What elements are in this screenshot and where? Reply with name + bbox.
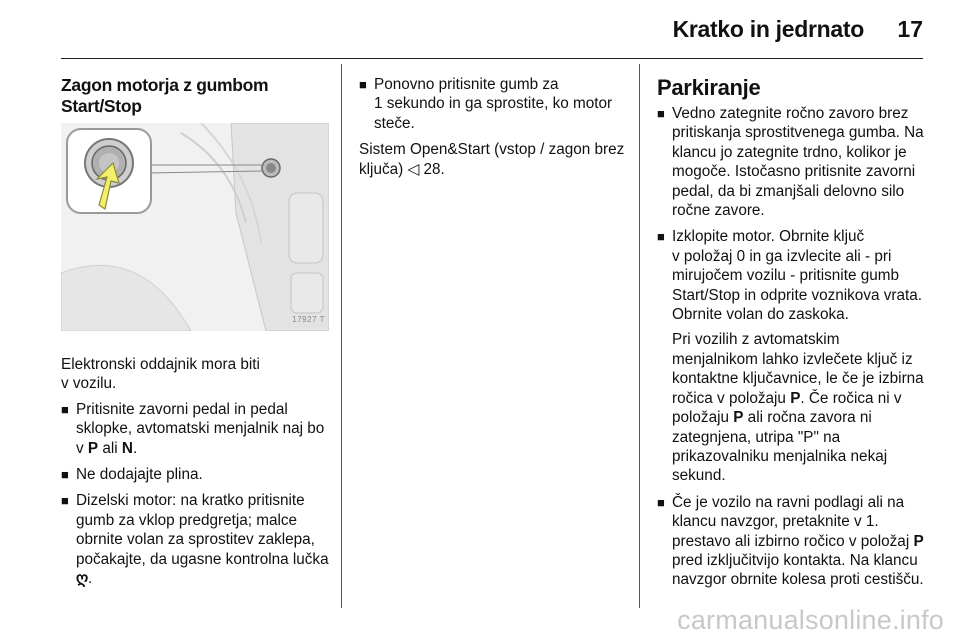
- bullet-icon: ■: [61, 493, 69, 509]
- column-2: [359, 75, 631, 185]
- section-heading-start-stop: Zagon motorja z gumbom Start/Stop: [61, 75, 269, 116]
- preheat-indicator-icon: ღ: [76, 570, 89, 588]
- start-steps-list-continued: [359, 75, 631, 133]
- bullet-icon: ■: [61, 467, 69, 483]
- column-3: [657, 75, 925, 597]
- watermark: carmanualsonline.info: [677, 605, 944, 635]
- dashboard-illustration: [61, 123, 329, 331]
- automatic-transmission-note: Pri vozilih z avtomatskim menjalnikom lahko izvlečete ključ iz kontaktne ključavnice, le če je izbirna ročica v položaju P. Če ročica ni v položaju P ali ročna zavora ni zategnjena, utripa "P" na prikazovalniku menjalnika nekaj sekund.: [672, 331, 924, 485]
- header-rule: [61, 58, 923, 59]
- column-divider-2: [639, 64, 640, 608]
- page-reference-link[interactable]: 28.: [423, 160, 445, 178]
- page-number: 17: [897, 16, 923, 42]
- bullet-icon: ■: [359, 77, 367, 92]
- open-start-reference: Sistem Open&Start (vstop / zagon brez ključa) ◁ 28.: [359, 141, 625, 178]
- list-item: ■ Če je vozilo na ravni podlagi ali na klancu navzgor, pretaknite v 1. prestavo ali izbirno ročico v položaj P pred izključitvijo kontakta. Na klancu navzgor obrnite kolesa proti cestišču.: [657, 493, 924, 589]
- section-heading-parking: Parkiranje: [657, 75, 761, 100]
- parking-steps-list: [657, 104, 925, 590]
- column-divider-1: [341, 64, 342, 608]
- bullet-icon: ■: [657, 106, 665, 121]
- column-1: [61, 75, 331, 595]
- bullet-icon: ■: [61, 401, 69, 417]
- list-item: ■ Dizelski motor: na kratko pritisnite gumb za vklop predgretja; malce obrnite volan za sprostitev zaklepa, počakajte, da ugasne kontrolna lučka ღ.: [61, 492, 329, 588]
- list-item: ■ Vedno zategnite ročno zavoro brez pritiskanja sprostitvenega gumba. Na klancu jo zategnite trdno, kolikor je mogoče. Istočasno pritisnite zavorni pedal, da bi zmanjšali delovno silo ročne zavore.: [657, 105, 924, 220]
- list-item: ■ Izklopite motor. Obrnite ključ v položaj 0 in ga izvlecite ali - pri mirujočem vozilu - pritisnite gumb Start/Stop in odprite voznikova vrata. Obrnite volan do zaskoka. Pri vozilih z avtomatskim menjalnikom lahko izvlečete ključ iz kontaktne ključavnice, le če je izbirna ročica v položaju P. Če ročica ni v položaju P ali ročna zavora ni zategnjena, utripa "P" na prikazovalniku menjalnika nekaj sekund.: [657, 228, 924, 485]
- bullet-icon: ■: [657, 494, 665, 510]
- page-reference-arrow-icon: ◁: [407, 160, 420, 178]
- figure-code: 17927 T: [292, 314, 325, 324]
- start-stop-button-illustration: [61, 123, 329, 331]
- bullet-icon: ■: [657, 229, 665, 245]
- header-title: Kratko in jedrnato: [672, 16, 864, 42]
- start-steps-list: [61, 400, 331, 589]
- list-item: ■ Pritisnite zavorni pedal in pedal sklopke, avtomatski menjalnik naj bo v P ali N.: [61, 400, 325, 457]
- list-item: ■ Ne dodajajte plina.: [61, 466, 203, 484]
- intro-paragraph: Elektronski oddajnik mora biti v vozilu.: [61, 356, 260, 393]
- list-item: ■ Ponovno pritisnite gumb za 1 sekundo in ga sprostite, ko motor steče.: [359, 76, 613, 132]
